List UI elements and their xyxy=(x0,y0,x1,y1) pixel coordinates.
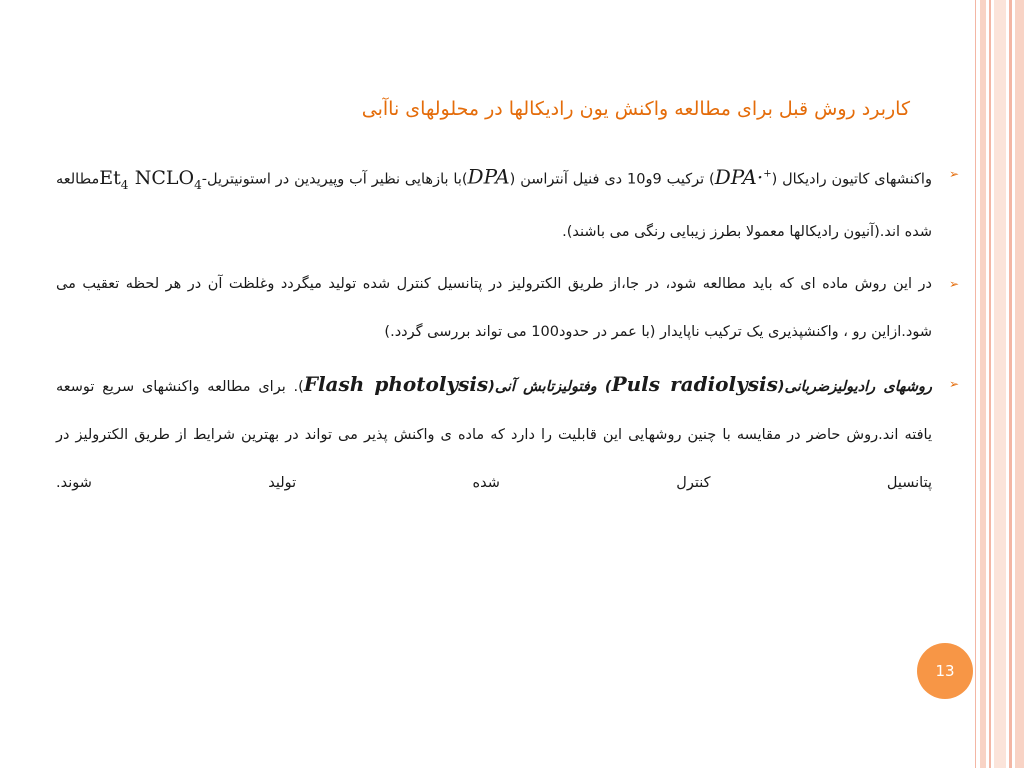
decorative-stripe xyxy=(1009,0,1012,768)
formula-text: DPA· xyxy=(714,164,764,189)
formula-dpa: DPA xyxy=(467,164,510,189)
text-run: ) ترکیب 9و10 دی فنیل آنتراسن ( xyxy=(509,171,715,188)
arrow-bullet-icon: ➢ xyxy=(948,277,959,292)
decorative-stripe xyxy=(994,0,1006,768)
decorative-stripe xyxy=(975,0,976,768)
paragraph-radiolysis xyxy=(56,360,959,507)
term-puls-radiolysis: Puls radiolysis xyxy=(611,372,778,397)
term-flash-photolysis: Flash photolysis xyxy=(303,372,489,397)
formula-electrolyte xyxy=(99,166,202,192)
text-run: )با بازهایی نظیر آب وپیریدین در استونیتریل- xyxy=(201,171,468,188)
slide-body xyxy=(56,150,959,511)
formula-text: Et xyxy=(99,166,121,189)
decorative-stripe xyxy=(1015,0,1024,768)
arrow-bullet-icon: ➢ xyxy=(948,377,959,392)
decorative-stripe xyxy=(989,0,991,768)
formula-subscript: 4 xyxy=(120,177,129,192)
formula-dpa-radical xyxy=(715,165,772,189)
text-run: ) وفتولیزتابش آنی( xyxy=(488,379,612,396)
slide-title: کاربرد روش قبل برای مطالعه واکنش یون رادیکالها در محلولهای ناآبی xyxy=(361,98,910,120)
text-run: روشهای رادیولیزضربانی( xyxy=(777,379,932,396)
text-run: ). برای مطالعه واکنشهای سریع توسعه یافته اند.روش حاضر در مقایسه با چنین روشهایی این قابلیت را دارد که ماده ی واکنش پذیر می تواند در بهترین شرایط از طریق الکترولیز در پتانسیل کنترل شده تولید شوند. xyxy=(56,379,932,492)
text-run: مطالعه شده اند.(آنیون رادیکالها معمولا بطرز زیبایی رنگی می باشند). xyxy=(56,171,932,241)
arrow-bullet-icon: ➢ xyxy=(948,167,959,181)
text-run: واکنشهای کاتیون رادیکال ( xyxy=(771,171,932,188)
paragraph-dpa-reactions xyxy=(56,150,959,256)
formula-text: NCLO xyxy=(128,166,195,189)
text-run: در این روش ماده ای که باید مطالعه شود، در جا،از طریق الکترولیز در پتانسیل کنترل شده تولید میگردد وغلظت آن در هر لحظه تعقیب می شود.ازاین رو ، واکنشپذیری یک ترکیب ناپایدار (با عمر در حدود100 می تواند بررسی گردد.) xyxy=(56,276,932,341)
paragraph-method xyxy=(56,260,959,356)
formula-subscript: 4 xyxy=(194,177,202,192)
decorative-stripe xyxy=(980,0,986,768)
page-number-badge: 13 xyxy=(917,643,973,699)
formula-superscript: + xyxy=(763,168,772,179)
